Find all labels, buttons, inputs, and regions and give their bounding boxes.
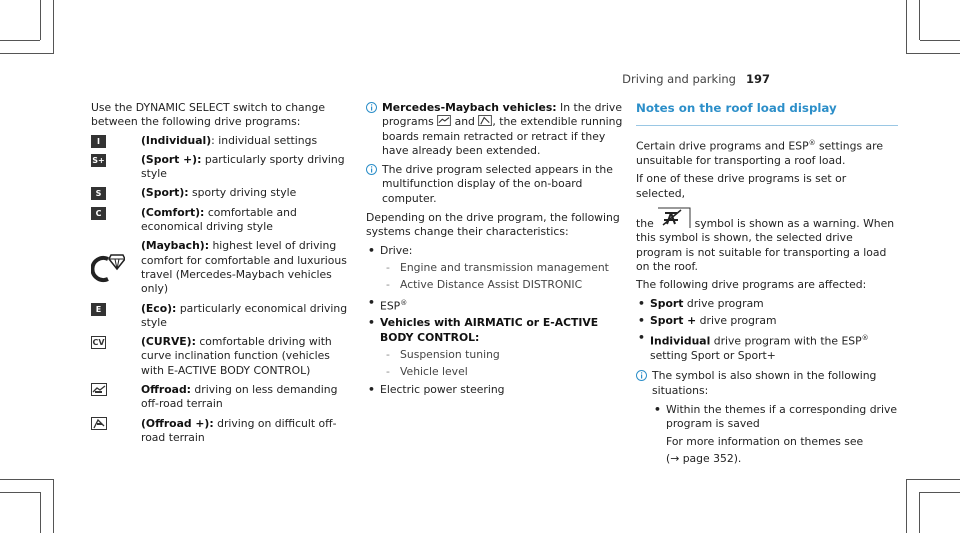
curve-icon: CV: [92, 338, 105, 348]
list-item: • Electric power steering: [366, 383, 628, 397]
program-name: (Maybach):: [141, 239, 210, 253]
esp-label: ESP: [380, 299, 401, 313]
offroad-icon: [91, 383, 107, 396]
column-system-changes: [366, 101, 628, 400]
text: drive program: [683, 296, 764, 310]
program-row: [91, 383, 353, 412]
program-desc: comfortable and economical driving style: [141, 205, 297, 234]
crop-mark: [0, 479, 54, 480]
page-number: 197: [745, 72, 770, 86]
eco-icon: E: [91, 303, 106, 316]
note-text: , the extendible running boards remain retracted or retract if they have already been extended.: [382, 115, 623, 157]
comfort-icon: C: [91, 207, 106, 220]
page-reference[interactable]: (→ page 352).: [666, 451, 742, 465]
paragraph: The following drive programs are affected:: [636, 278, 867, 292]
page-header: [622, 72, 770, 86]
text: setting Sport or Sport+: [650, 349, 776, 363]
text: drive program: [696, 313, 777, 327]
program-name: (Comfort):: [141, 205, 205, 219]
program-name: (Offroad +):: [141, 416, 214, 430]
note-text: and: [451, 115, 479, 129]
program-row: [91, 134, 353, 148]
program-desc: sporty driving style: [188, 186, 297, 200]
sub-item: - Active Distance Assist DISTRONIC: [366, 278, 628, 292]
offroad-plus-icon: [91, 417, 107, 430]
program-desc: particularly economical driving style: [141, 301, 348, 329]
registered-mark: ®: [861, 334, 869, 343]
list-item: [636, 331, 898, 363]
crop-mark: [906, 53, 960, 54]
roof-load-warning-icon: [657, 207, 691, 229]
column-drive-programs: [91, 101, 353, 450]
sport-plus-icon: S+: [92, 155, 105, 165]
list-item: • Drive:: [366, 244, 628, 258]
offroad-plus-icon: [478, 115, 492, 126]
info-icon: [366, 102, 377, 113]
crop-mark: [906, 479, 907, 533]
info-icon: [366, 164, 377, 175]
sub-item: - Engine and transmission management: [366, 261, 628, 275]
sub-item: - Suspension tuning: [366, 348, 628, 362]
text: drive program with the ESP: [710, 334, 862, 348]
program-desc: particularly sporty driving style: [141, 152, 345, 181]
crop-mark: [920, 40, 960, 41]
crop-mark: [53, 0, 54, 54]
program-name: Sport: [650, 296, 684, 310]
crop-mark: [906, 0, 907, 54]
paragraph: [636, 207, 898, 274]
program-row: [91, 335, 353, 378]
program-name: (CURVE):: [141, 335, 196, 349]
program-name: (Individual): [141, 133, 212, 147]
program-desc: : individual settings: [211, 133, 318, 147]
note-title: Mercedes-Maybach vehicles:: [382, 101, 557, 114]
systems-paragraph: Depending on the drive program, the following systems change their characteristics:: [366, 211, 620, 239]
paragraph: For more information on themes see: [666, 434, 864, 448]
crop-mark: [40, 492, 41, 533]
individual-icon: I: [91, 135, 106, 148]
section-heading: Notes on the roof load display: [636, 101, 837, 115]
program-name: Sport +: [650, 313, 697, 327]
list-item: [636, 297, 898, 311]
info-icon: [636, 370, 647, 381]
note-text: In the drive programs: [382, 101, 622, 129]
section-title: Driving and parking: [622, 72, 736, 86]
program-row: [91, 153, 353, 182]
program-name: (Eco):: [141, 301, 177, 315]
intro-text: Use the DYNAMIC SELECT switch to change between the following drive programs:: [91, 101, 325, 129]
program-name: (Sport):: [141, 186, 189, 200]
text: Certain drive programs and ESP: [636, 139, 809, 153]
program-desc: driving on difficult off-road terrain: [141, 416, 337, 444]
paragraph: [636, 136, 898, 168]
offroad-icon: [437, 115, 451, 126]
heading-divider: [636, 125, 898, 126]
registered-mark: ®: [400, 298, 408, 307]
list-item: [636, 314, 898, 328]
airmatic-label: Vehicles with AIRMATIC or E-ACTIVE BODY CONTROL:: [380, 316, 599, 344]
note-display: [366, 163, 628, 206]
program-row: [91, 417, 353, 446]
text: settings are unsuitable for transporting a roof load.: [636, 139, 883, 168]
registered-mark: ®: [808, 139, 816, 148]
crop-mark: [0, 492, 40, 493]
program-row: [91, 239, 353, 296]
note-text: The symbol is also shown in the following situations:: [652, 369, 877, 397]
program-desc: driving on less demanding off-road terrain: [141, 383, 338, 411]
crop-mark: [0, 40, 40, 41]
program-row: [91, 186, 353, 200]
crop-mark: [53, 479, 54, 533]
column-roof-load: [636, 101, 898, 469]
list-item: • Within the themes if a corresponding drive program is saved: [636, 403, 898, 432]
text: symbol is shown as a warning. When this symbol is shown, the selected drive program is not suitable for transporting a load on the roof.: [636, 217, 895, 273]
note-situations: [636, 369, 898, 398]
sub-item: - Vehicle level: [366, 365, 628, 379]
list-item: [366, 316, 628, 345]
program-desc: highest level of driving comfort for comfortable and luxurious travel (Mercedes-Maybach vehicles only): [141, 239, 347, 296]
crop-mark: [920, 492, 960, 493]
program-row: [91, 206, 353, 235]
program-row: [91, 302, 353, 331]
maybach-icon: [91, 253, 125, 283]
sport-icon: S: [91, 187, 106, 200]
program-name: (Sport +):: [141, 152, 202, 166]
paragraph: If one of these drive programs is set or selected,: [636, 172, 847, 200]
crop-mark: [919, 492, 920, 533]
crop-mark: [906, 479, 960, 480]
crop-mark: [919, 0, 920, 40]
note-maybach: [366, 101, 628, 158]
crop-mark: [40, 0, 41, 40]
crop-mark: [0, 53, 54, 54]
program-name: Offroad:: [141, 383, 191, 397]
text: the: [636, 217, 658, 231]
program-desc: comfortable driving with curve inclination function (vehicles with E-ACTIVE BODY CONTROL): [141, 335, 332, 377]
program-name: Individual: [650, 334, 711, 348]
list-item: [366, 296, 628, 314]
note-text: The drive program selected appears in the multifunction display of the on-board computer.: [382, 163, 613, 205]
